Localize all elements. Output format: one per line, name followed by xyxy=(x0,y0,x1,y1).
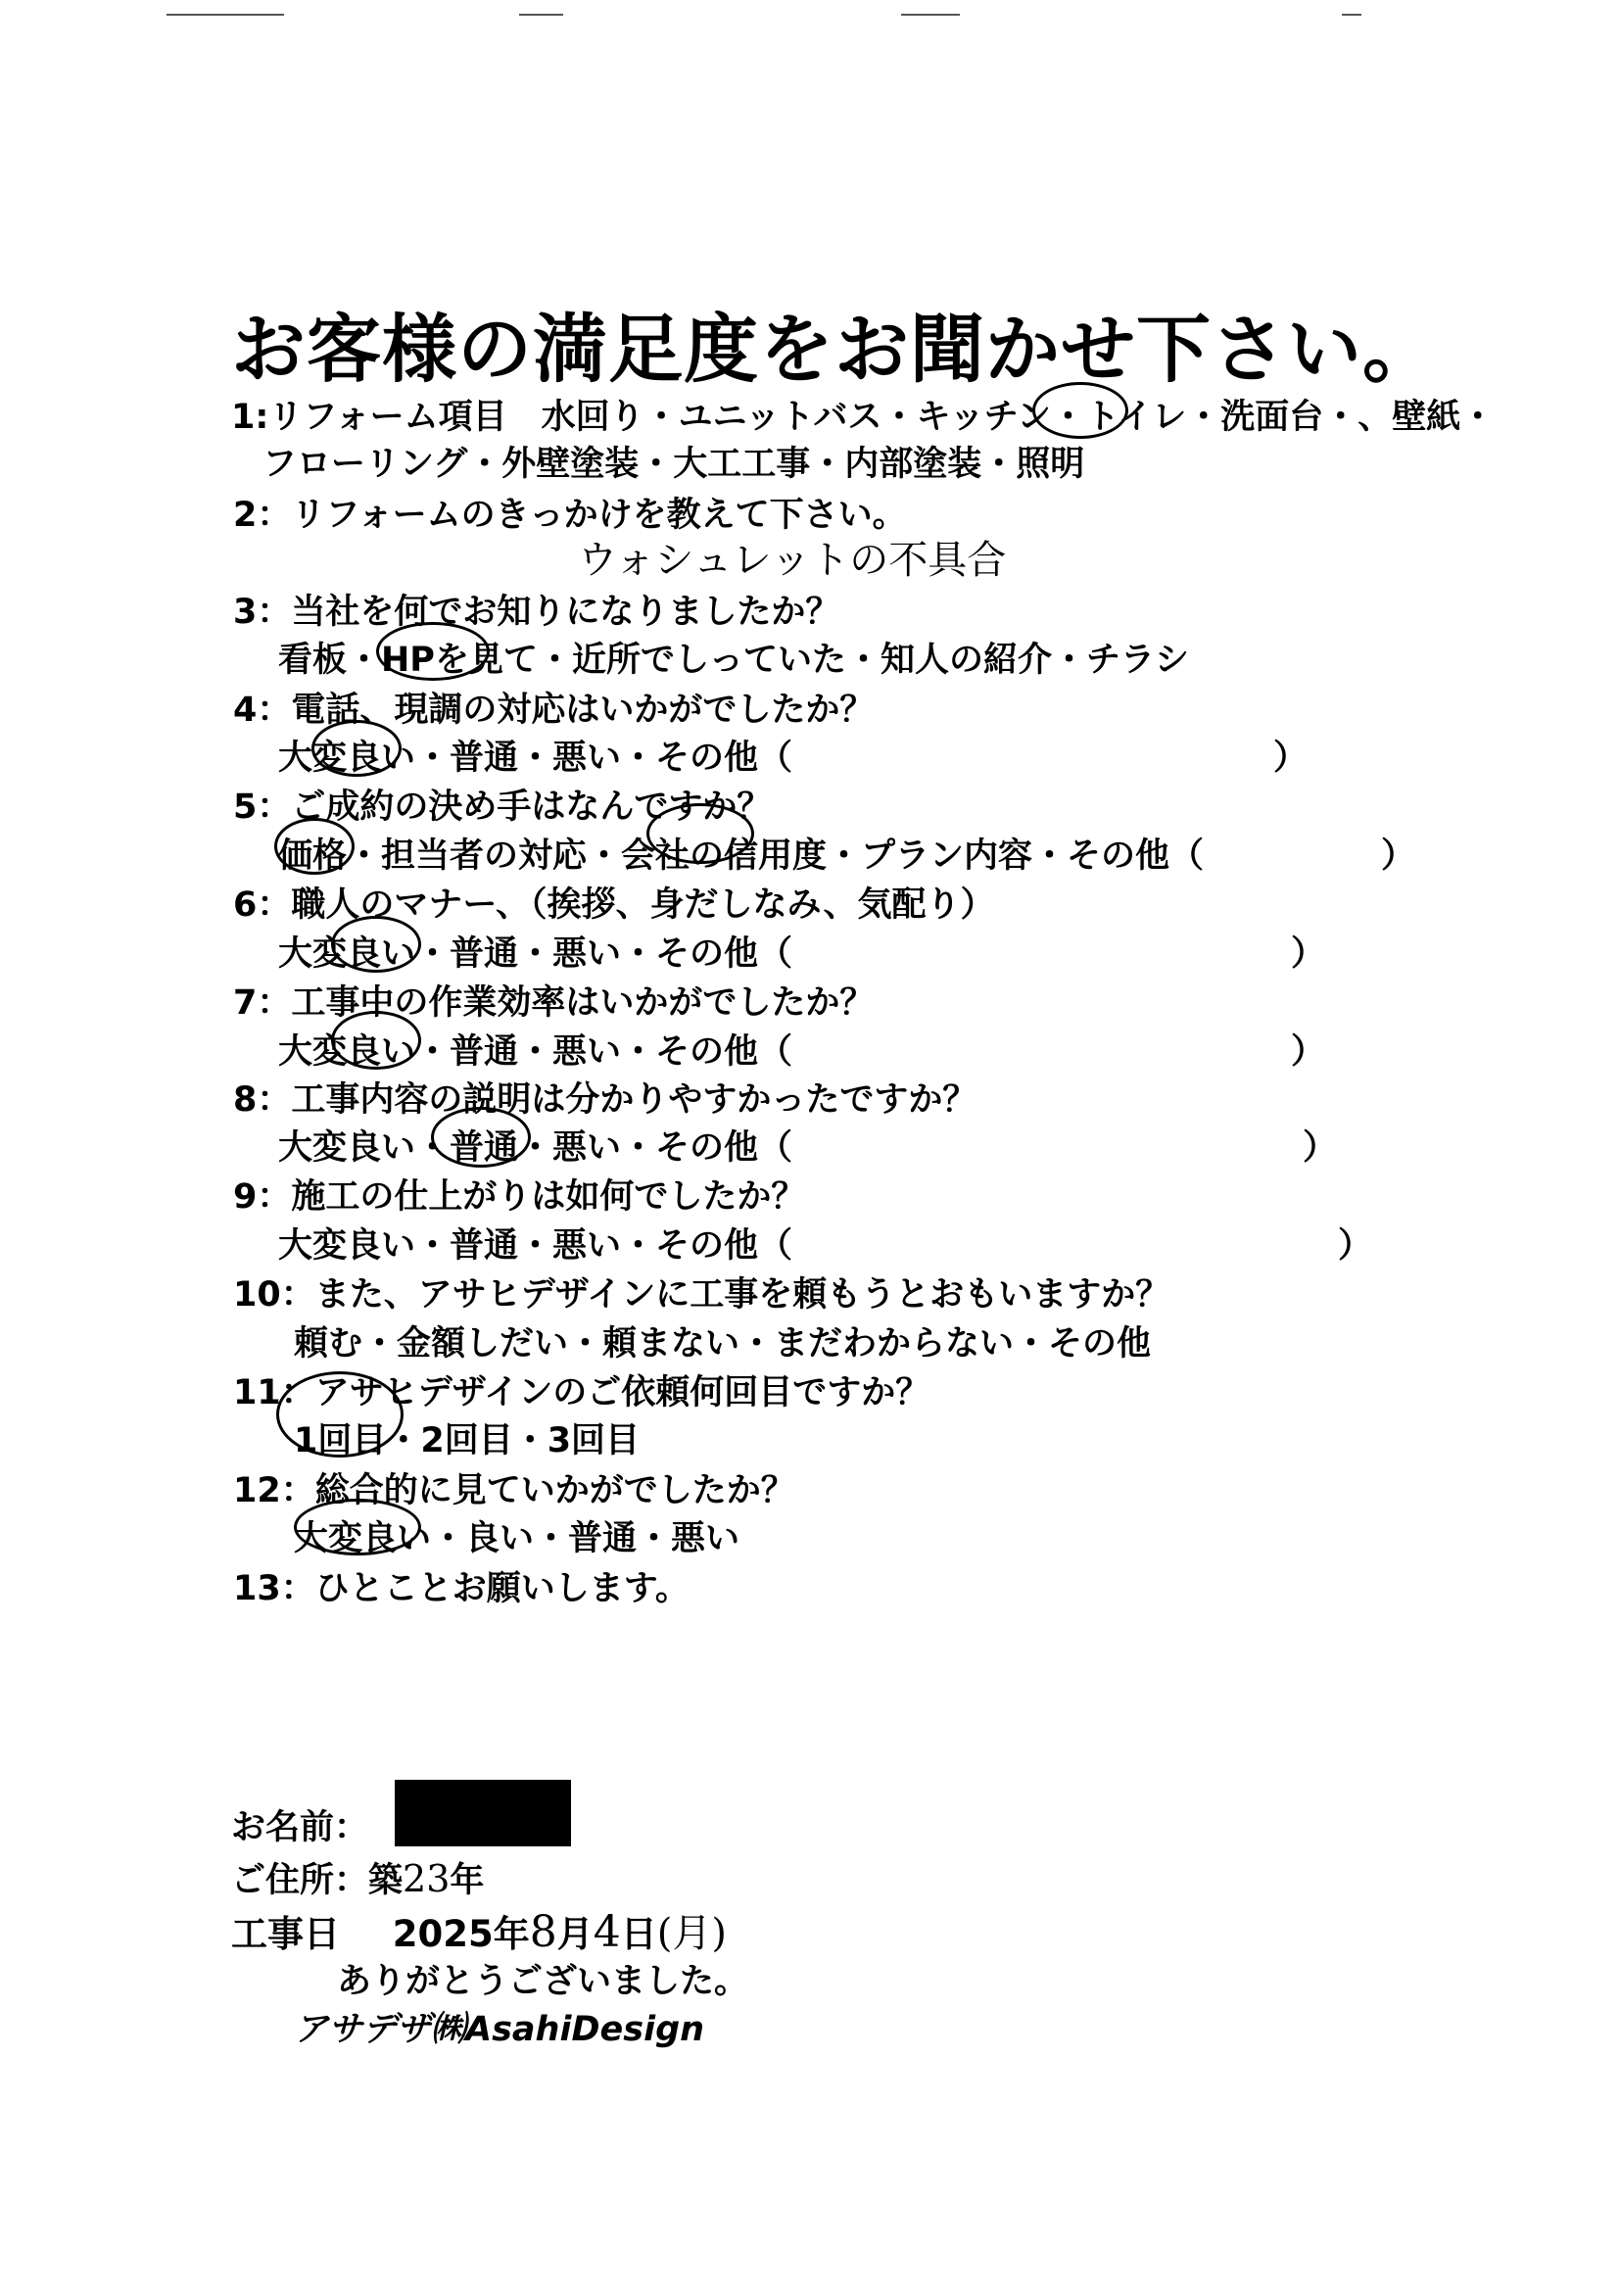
question-3: 3：当社を何でお知りになりましたか？ xyxy=(233,593,840,632)
question-12: 12：総合的に見ていかがでしたか？ xyxy=(233,1471,795,1510)
answer-circle xyxy=(276,1371,404,1458)
name-label: お名前： xyxy=(231,1808,369,1847)
question-10: 10：また、アサヒデザインに工事を頼もうとおもいますか？ xyxy=(233,1275,1170,1315)
page-title: お客様の満足度をお聞かせ下さい。 xyxy=(231,306,1438,393)
question-10-options: 頼む・金額しだい・頼まない・まだわからない・その他 xyxy=(294,1324,1152,1363)
work-month: 8 xyxy=(529,1907,557,1957)
question-7: 7：工事中の作業効率はいかがでしたか？ xyxy=(233,983,875,1023)
question-12-options: 大変良い・良い・普通・悪い xyxy=(294,1519,740,1558)
scan-mark xyxy=(1342,14,1361,16)
question-4: 4：電話、現調の対応はいかがでしたか？ xyxy=(233,691,875,730)
question-1-options: フローリング・外壁塗装・大工工事・内部塗装・照明 xyxy=(262,445,1085,484)
question-4-options: 大変良い・普通・悪い・その他（ xyxy=(278,739,793,778)
question-7-options: 大変良い・普通・悪い・その他（ xyxy=(278,1032,793,1072)
work-date xyxy=(231,1902,727,1958)
answer-circle xyxy=(376,622,490,681)
question-11: 11：アサヒデザインのご依頼何回目ですか？ xyxy=(233,1373,930,1412)
built-years: 23 xyxy=(403,1857,451,1900)
work-date-label: 工事日 xyxy=(231,1913,340,1955)
address-label-text: ご住所： xyxy=(231,1861,369,1900)
closing-paren: ） xyxy=(1273,739,1309,778)
answer-circle xyxy=(274,818,355,875)
question-9-options: 大変良い・普通・悪い・その他（ xyxy=(278,1226,793,1266)
closing-paren: ） xyxy=(1303,1128,1338,1168)
answer-circle xyxy=(431,1107,531,1168)
closing-paren: ） xyxy=(1381,837,1416,876)
month-suffix: 月 xyxy=(556,1913,594,1955)
question-3-options: 看板・HPを見て・近所でしっていた・知人の紹介・チラシ xyxy=(278,641,1189,680)
question-6: 6：職人のマナー、（挨拶、身だしなみ、気配り） xyxy=(233,885,995,925)
question-13: 13：ひとことお願いします。 xyxy=(233,1569,690,1608)
question-6-options: 大変良い・普通・悪い・その他（ xyxy=(278,934,793,974)
scan-mark xyxy=(901,14,960,16)
answer-circle xyxy=(1032,382,1128,439)
thanks-text: ありがとうございました。 xyxy=(337,1962,749,2001)
work-weekday: (月) xyxy=(656,1911,727,1956)
handwritten-answer: ウォシュレットの不具合 xyxy=(578,538,1007,583)
answer-circle xyxy=(294,1499,421,1555)
question-5: 5：ご成約の決め手はなんですか？ xyxy=(233,788,772,827)
question-9: 9：施工の仕上がりは如何でしたか？ xyxy=(233,1177,806,1217)
question-5-options: 価格・担当者の対応・会社の信用度・プラン内容・その他（ xyxy=(278,837,1205,876)
question-8-options: 大変良い・普通・悪い・その他（ xyxy=(278,1128,793,1168)
work-year: 2025年 xyxy=(392,1913,530,1955)
redacted-name xyxy=(395,1780,571,1846)
answer-circle xyxy=(331,916,421,973)
scan-mark xyxy=(519,14,563,16)
work-day: 4 xyxy=(593,1907,621,1957)
answer-circle xyxy=(646,803,754,864)
question-11-options: 1回目・2回目・3回目 xyxy=(294,1421,641,1460)
answer-circle xyxy=(331,1011,421,1070)
closing-paren: ） xyxy=(1338,1226,1373,1266)
answer-circle xyxy=(311,720,402,777)
scan-mark xyxy=(167,14,284,16)
company-name: アサデザ㈱AsahiDesign xyxy=(294,2010,705,2049)
question-2: 2：リフォームのきっかけを教えて下さい。 xyxy=(233,496,907,535)
day-suffix: 日 xyxy=(620,1913,657,1955)
built-prefix: 築 xyxy=(368,1861,404,1900)
address-label xyxy=(231,1853,484,1902)
question-8: 8：工事内容の説明は分かりやすかったですか？ xyxy=(233,1080,977,1120)
closing-paren: ） xyxy=(1291,1032,1326,1072)
built-suffix: 年 xyxy=(450,1861,485,1900)
closing-paren: ） xyxy=(1291,934,1326,974)
question-1: 1:リフォーム項目 水回り・ユニットバス・キッチン・トイレ・洗面台・、壁紙・ xyxy=(231,398,1496,437)
